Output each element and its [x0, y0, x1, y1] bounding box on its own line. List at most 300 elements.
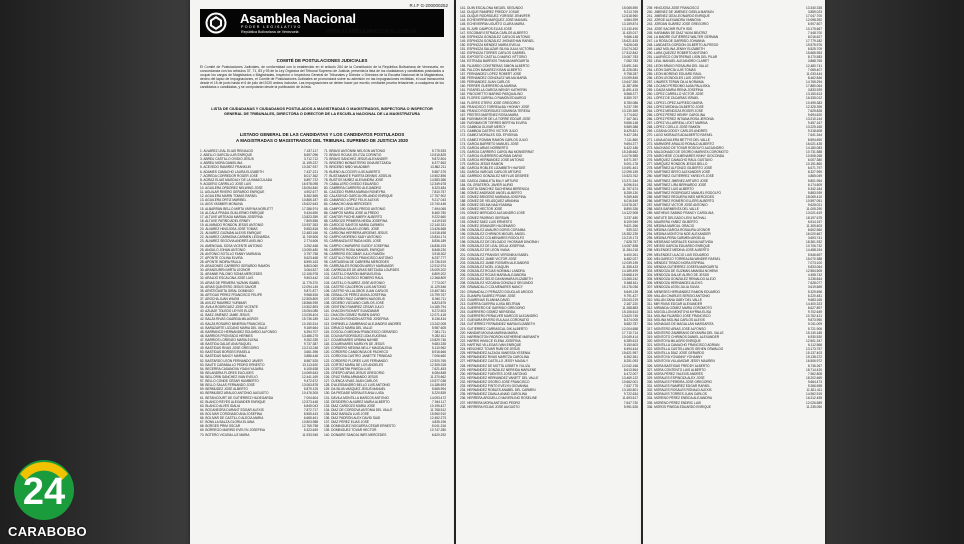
candidate-name: 266. LÓPEZ PÉREZ INTIANA ROSA JERONIA	[647, 116, 714, 121]
candidate-name: 127. CUENCA VIVAS JUAN CARLOS	[324, 379, 378, 384]
website-url: WWW.ASAMBLEANACIONAL.GOB.VE	[326, 29, 417, 35]
candidate-name: 219. GUTIÉRREZ CARRASCAL DIK ALBERTO	[460, 326, 528, 331]
candidate-name: 149. ESPINOZA GONZÁLEZ JHONATHAN RAFAEL	[460, 38, 535, 43]
candidate-name: 242. JORGE ALEXANDRA YANNÓVA	[647, 18, 701, 23]
candidate-name: 333. MORALES TORRES JUAN CARLOS	[647, 392, 707, 397]
candidate-name: 270. LUGO MORALES ADALBERTO RAFAEL	[647, 133, 713, 138]
candidate-name: 100. CARRIZALES DE ARIAS BETZAIDA LOURDES	[324, 268, 400, 273]
candidate-name: 59. BERMÚDEZ JOSÉ ALBERTO	[200, 387, 248, 392]
candidate-id: 7.167.361	[623, 116, 638, 121]
candidate-name: 221. HARRINGTON PADRÓN KATHERINE MARIANTH	[460, 334, 540, 339]
candidate-name: 245. KARAMÁN DE DÍAZ YAXIA BEATRIZ	[647, 30, 708, 35]
candidate-name: 235. HERNÁNDEZ ZAVALA ANAID CAROLINA	[460, 392, 528, 397]
candidate-name: 254. LEÓN GARCÍA LUIS TOMÁS	[647, 67, 696, 72]
candidate-id: 10.662.001	[622, 379, 638, 384]
candidate-id: 5.220.839	[431, 391, 446, 396]
candidate-name: 46. BARRIOS FRONTADO HERMES	[200, 333, 253, 338]
candidate-id: 7.628.757	[623, 240, 638, 245]
candidate-id: 10.476.305	[302, 391, 318, 396]
candidate-id: 6.809.202	[431, 272, 446, 277]
candidate-id: 18.714.420	[806, 367, 822, 372]
candidate-id: 12.305.318	[430, 362, 446, 367]
candidate-id: 6.352.361	[623, 355, 638, 360]
candidate-id: 8.350.767	[623, 96, 638, 101]
candidate-name: 134. DÍAZ DE CORDOVA ANTONIA DEL VALLE	[324, 407, 393, 412]
candidate-name: 36. ARTIGAS PÉREZ FRANCISCO FELIPE	[200, 292, 263, 297]
candidate-name: 274. MALDONADO DE OSORIO MARINTA COROMOTO	[647, 149, 729, 154]
candidate-id: 4.835.196	[431, 420, 446, 425]
candidate-name: 249. LANZ MOLINA JENNY ELIZABETH	[647, 47, 705, 52]
candidate-list-column-1	[200, 149, 318, 437]
candidate-id: 10.829.746	[430, 338, 446, 343]
candidate-name: 99. CARRIZALES RONDÓN ARELY MARIAMOR	[324, 264, 394, 269]
candidate-name: 87. CANTOR PUCHE AMERY ALBERTO	[324, 214, 383, 219]
candidate-id: 6.422.186	[623, 145, 638, 150]
candidate-id: 13.150.613	[806, 92, 822, 97]
candidate-id: 9.434.690	[303, 210, 318, 215]
candidate-id: 12.106.978	[302, 272, 318, 277]
candidate-id: 5.272.503	[431, 309, 446, 314]
candidate-id: 9.621.266	[623, 223, 638, 228]
committee-title: COMITÉ DE POSTULACIONES JUDICIALES	[276, 58, 368, 63]
candidate-id: 11.749.506	[302, 235, 318, 240]
newspaper-page-left	[190, 0, 454, 544]
candidate-id: 6.971.397	[623, 158, 638, 163]
candidate-name: 58. BELLO SALAS FERNANDO JOSÉ	[200, 383, 255, 388]
candidate-name: 109. CENTENO RAMÍREZ CÉSAR JULIO	[324, 305, 384, 310]
candidate-name: 73. BRAVO SÁNCHEZ JESÚS ALEXANDER	[324, 157, 388, 162]
candidate-id: 13.035.404	[302, 313, 318, 318]
candidate-name: 263. LÓPEZ MEDINA GILBERTO JOSÉ	[647, 104, 704, 109]
candidate-name: 106. CEBALLOS PÉREZ ANIXA JOSEFINA	[324, 292, 387, 297]
candidate-id: 10.731.588	[806, 149, 822, 154]
candidate-id: 5.987.605	[431, 325, 446, 330]
candidate-id: 9.702.649	[807, 310, 822, 315]
candidate-id: 11.691.415	[622, 88, 638, 93]
candidate-name: 54. BECERRA CASANOVA YOANI YAJAIRA	[200, 366, 264, 371]
candidate-name: 47. BARRIOS LORENZO MARIA ELENA	[200, 338, 259, 343]
candidate-name: 101. CASTILLO BARÓN MARIA ELENA	[324, 272, 381, 277]
candidate-id: 11.767.674	[622, 186, 638, 191]
candidate-id: 16.312.455	[806, 396, 822, 401]
candidate-name: 241. JIMÉNEZ IZEA LEONARDO ENRIQUE	[647, 14, 710, 19]
candidate-name: 126. CRUZ FARÍA ARMANDO JESÚS	[324, 375, 379, 380]
candidate-name: 115. COGOLLO MEDINA FRANCESCO GERARDO	[324, 329, 398, 334]
candidate-id: 13.242.008	[430, 321, 446, 326]
candidate-id: 11.693.617	[622, 396, 638, 401]
candidate-id: 7.082.783	[623, 59, 638, 64]
candidate-id: 6.823.875	[431, 301, 446, 306]
candidate-id: 15.065.590	[622, 6, 638, 10]
candidate-id: 9.222.660	[431, 214, 446, 219]
candidate-id: 6.930.530	[807, 334, 822, 339]
candidate-id: 2.187.220	[623, 301, 638, 306]
candidate-name: 291. MAURERA YAÑEZ GILBERTO	[647, 219, 698, 224]
candidate-name: 298. MELÉNDEZ MEDINA JOSÉ ALBERTO	[647, 248, 710, 253]
candidate-name: 82. CALATAYUD GARCIA ORLANDO ENRIQUE	[324, 194, 393, 199]
candidate-name: 234. HERNÁNDEZ ROBLES ANABEL DEL CARMEN	[460, 388, 536, 393]
candidate-name: 14. AIGS YASMIER MONUNA	[200, 202, 243, 207]
candidate-name: 67. BONILLA BALZA GLORIA ELIANA	[200, 420, 255, 425]
candidate-id: 6.482.027	[623, 256, 638, 261]
candidate-id: 8.327.990	[807, 170, 822, 175]
candidate-id: 10.502.896	[430, 173, 446, 178]
candidate-id: 18.566.939	[302, 301, 318, 306]
candidate-id: 13.074.262	[622, 47, 638, 52]
candidate-id: 11.288.883	[622, 305, 638, 310]
candidate-id: 6.289.613	[623, 338, 638, 343]
candidate-name: 104. CASTRO CALDERÓN LUIS ANTONIO	[324, 284, 387, 289]
candidate-name: 334. MORENO PÉREZ ENEIDA ALEJANDRA	[647, 396, 713, 401]
candidate-name: 269. LOZANA GODOY CARLOS ANDRÉS	[647, 129, 708, 134]
candidate-id: 6.007.380	[807, 158, 822, 163]
candidate-name: 23. ÁLVAREZ SEGOVIA ANDRÉS AVELINO	[200, 239, 263, 244]
candidate-name: 332. MORALES ROSALES RONALD ALEXIS	[647, 388, 712, 393]
candidate-name: 3. ABREU CASTILLO OVIDIO JESÚS	[200, 157, 254, 162]
candidate-name: 182. GARRIDO GONZÁLEZ MEYLUS DESIRÉE	[460, 174, 529, 179]
candidate-name: 275. MARCHESE COLMENARES KINNY GIOCONDA	[647, 153, 725, 158]
candidate-id: 3.252.468	[303, 243, 318, 248]
candidate-id: 14.400.323	[806, 301, 822, 306]
candidate-id: 11.775.370	[302, 280, 318, 285]
candidate-id: 6.897.722	[303, 177, 318, 182]
candidate-name: 12. AGUILERA MARÍN TOMÁS RAFAEL	[200, 194, 258, 199]
candidate-name: 278. MARTÍNEZ ALFONZO GILBERTO JOSÉ	[647, 166, 713, 171]
candidate-id: 15.138.372	[806, 355, 822, 360]
candidate-id: 8.429.821	[623, 129, 638, 134]
candidate-name: 164. FLORES OTERO JOSÉ GREGORIO	[460, 100, 520, 105]
candidate-id: 12.140.331	[430, 222, 446, 227]
candidate-id: 18.069.410	[806, 195, 822, 200]
candidate-name: 74. BRICEÑO MONASTERIO DINA BETZAIDA	[324, 161, 391, 166]
candidate-name: 230. HERNÁNDEZ FUENTES JOSÉ ANTONIO	[460, 371, 528, 376]
candidate-id: 12.071.418	[430, 313, 446, 318]
candidate-name: 200. GONZÁLEZ DE LEÓN VIANA	[460, 248, 510, 253]
candidate-id: 12.098.392	[806, 18, 822, 23]
candidate-id: 7.809.556	[303, 218, 318, 223]
candidate-name: 251. LAURISCO CONTRERAS LISÍN DEL PILAR	[647, 55, 718, 60]
candidate-name: 53. BAUTE CARABALLO PEDRO ERNESTO	[200, 362, 265, 367]
candidate-id: 11.005.290	[806, 207, 822, 212]
candidate-id: 10.803.988	[302, 420, 318, 425]
candidate-name: 243. JORDÁN SUÁREZ JOSÉ GREGORIO	[647, 22, 709, 27]
candidate-name: 198. GONZÁLEZ DE DELGADO YHOSMAR DINORAH	[460, 240, 539, 245]
candidate-id: 13.173.757	[806, 347, 822, 352]
candidate-id: 13.620.745	[622, 314, 638, 319]
candidate-name: 329. MORALES ESPINOZA ALEX JOSÉ	[647, 375, 705, 380]
candidate-id: 6.084.848	[431, 370, 446, 375]
candidate-name: 292. MEDINA MAROUL ORACIO	[647, 223, 695, 228]
candidate-name: 142. DUQUE RAMÍREZ FREDDY JOSUÉ	[460, 10, 520, 15]
candidate-name: 273. MACHADO DE TOVAR RODOLFO ALEJANDRO	[647, 145, 724, 150]
candidate-name: 286. MARTÍNEZ ROMERO ELLERS ALBERTO	[647, 199, 715, 204]
candidate-id: 4.902.677	[303, 190, 318, 195]
candidate-id: 16.506.972	[806, 359, 822, 364]
candidate-id: 15.176.036	[622, 285, 638, 290]
candidate-name: 233. HERNÁNDEZ PINTO EVELYN GIOVANNA	[460, 384, 529, 389]
candidate-name: 315. MOLINA MOLINA CARLOS ALEXIS	[647, 318, 705, 323]
candidate-name: 319. MONTOTO CHIRINOS DANIEL ALEXANDER	[647, 334, 720, 339]
candidate-id: 6.907.507	[807, 22, 822, 27]
candidate-id: 15.130.185	[806, 330, 822, 335]
candidate-name: 236. HERRERA ARGUELLO MAYERLING ROSELINE	[460, 396, 537, 401]
candidate-id: 10.457.561	[430, 288, 446, 293]
candidate-name: 89. CAROCIO SANTOS MARÍA CARMEN	[324, 222, 384, 227]
candidate-name: 297. MEISSI GARCÍA EDUARDO ENRIQUE	[647, 244, 711, 249]
candidate-id: 2.774.606	[303, 239, 318, 244]
candidate-id: 10.150.514	[302, 321, 318, 326]
candidate-name: 39. ÁVILA RODRÍGUEZ JOSÉ VICENTE	[200, 305, 259, 310]
candidate-id: 4.865.049	[807, 174, 822, 179]
candidate-name: 143. DUQUE RODRÍGUEZ YORSISE JENNIFER	[460, 14, 531, 19]
candidate-id: 15.960.910	[430, 412, 446, 416]
candidate-name: 121. CORDOVA CASTRO JANETTE TRINIDAD	[324, 354, 392, 359]
candidate-id: 13.063.878	[302, 383, 318, 388]
candidate-name: 310. MILLÁN ZANA GABY DEL VALLE	[647, 297, 703, 302]
candidate-name: 202. GONZÁLEZ JAIME VÍCTOR JOSÉ	[460, 256, 517, 261]
candidate-id: 10.049.414	[622, 334, 638, 339]
candidate-name: 305. MENDOZA GONZÁLEZ REINALDO ALEJO	[647, 277, 716, 282]
candidate-name: 208. GONZÁLEZ VIZCAÍNA GONZALO SEGUNDO	[460, 281, 534, 286]
candidate-name: 77. BUSTAMANTE PUERTA DENNIS JOSELIN	[324, 173, 392, 178]
candidate-name: 175. GARCÍA ARIAS NORBERTO	[460, 145, 509, 150]
candidate-name: 166. FRANCO RODRÍGUEZ DOMINGA TERESA	[460, 108, 531, 113]
candidate-name: 218. GUTIÉRREZ FERNÁNDEZ MARÍA ELIZABETH	[460, 322, 535, 327]
candidate-name: 277. MÁRQUEZ RONDÓN JESÚS BELLO	[647, 162, 708, 167]
candidate-name: 288. MATA SARMIENTA DEL VALLE	[647, 207, 699, 212]
candidate-name: 293. MEDINA GARCÍA ROSAURA LEONOR	[647, 227, 711, 232]
candidate-name: 131. DÁVILA MONTILLA MARCOS ANTONIO	[324, 395, 389, 400]
candidate-name: 152. ESPINOZA TORRES CARLOS GABRIEL	[460, 51, 526, 56]
candidate-name: 312. MIRANDA GÓMEZ MARÍA COROMOTO	[647, 305, 712, 310]
candidate-name: 264. LÓPEZ MENDOZA ROGER JOSÉ	[647, 108, 703, 113]
candidate-id: 14.962.919	[806, 392, 822, 397]
candidate-id: 7.081.711	[432, 329, 446, 334]
candidate-id: 7.810.757	[431, 190, 446, 195]
candidate-id: 7.872.717	[303, 407, 318, 412]
candidate-name: 122. CORDERO FLORES LUIS FERNANDO	[324, 358, 388, 363]
candidate-name: 4. ABREU MORA DANIELINA	[200, 161, 243, 166]
candidate-id: 8.627.897	[807, 305, 822, 310]
candidate-name: 2. ABELLO GARCÍA LUIS ENRIQUE	[200, 153, 253, 158]
candidate-id: 3.236.844	[807, 277, 822, 282]
candidate-id: 5.775.933	[431, 149, 446, 153]
candidate-id: 9.503.442	[303, 276, 318, 281]
candidate-id: 9.683.335	[431, 342, 446, 347]
candidate-id: 17.710.714	[622, 330, 638, 335]
candidate-id: 6.620.292	[431, 432, 446, 437]
candidate-name: 212. GUARENAS ELANNIA DAVID	[460, 297, 510, 302]
candidate-id: 6.472.007	[623, 371, 638, 376]
candidate-id: 7.065.407	[807, 67, 822, 72]
candidate-name: 119. CORDERO MEDINA NELLY MAGDALENA	[324, 346, 392, 351]
candidate-id: 10.799.767	[430, 292, 446, 297]
candidate-id: 13.160.801	[622, 388, 638, 393]
candidate-id: 12.026.589	[806, 400, 822, 405]
candidate-name: 144. ECHEVERRÍA MARQUEZ JOSÉ MANUEL	[460, 18, 528, 23]
candidate-name: 213. GUERRA GUERRA LUISA BELTRAN	[460, 301, 521, 306]
candidate-id: 9.472.672	[303, 379, 318, 384]
candidate-name: 206. GONZÁLEZ ROJAS MARÍA ALEJANDRA	[460, 273, 527, 278]
candidate-id: 6.514.157	[807, 219, 822, 224]
candidate-name: 66. BOLÍVAR DE CASTILLO ALECIA MARIA	[200, 416, 264, 421]
candidate-id: 9.664.473	[807, 379, 822, 384]
candidate-id: 14.180.083	[806, 145, 822, 150]
candidate-id: 9.237.789	[623, 104, 638, 109]
candidate-name: 165. FRANCISCO TORREALBA YHONNY JOSÉ	[460, 104, 530, 109]
candidate-name: 244. JOSÉ SACHIR RUTH ISIS	[647, 26, 692, 31]
candidate-id: 16.978.098	[302, 181, 318, 186]
candidate-id: 17.286.974	[302, 206, 318, 211]
candidate-name: 129. DA SILVA VASQUEZ JESÚS MANUEL	[324, 387, 386, 392]
candidate-name: 313. MOGOLLON MONTOYA MYRNA ELISA	[647, 310, 712, 315]
candidate-id: 6.377.563	[431, 161, 446, 166]
candidate-name: 321. MONTILLA CAMACHO FRANCISCO ADRIAN	[647, 342, 720, 347]
candidate-id: 939.322	[626, 227, 638, 232]
candidate-id: 14.093.472	[430, 395, 446, 400]
candidate-id: 3.693.741	[807, 236, 822, 241]
candidate-id: 5.001.178	[623, 162, 638, 167]
candidate-id: 13.159.874	[622, 22, 638, 27]
candidate-id: 12.554.505	[806, 269, 822, 273]
candidate-id: 12.501.347	[806, 338, 822, 343]
newspaper-page-middle	[456, 0, 641, 544]
candidate-id: 12.441.169	[302, 375, 318, 380]
candidate-name: 19. ALVARADO RONDÓN JESÚS ANTONIO	[200, 222, 264, 227]
candidate-id: 15.736.519	[430, 259, 446, 264]
candidate-id: 6.112.566	[808, 342, 822, 347]
candidate-id: 8.362.565	[303, 194, 318, 199]
candidate-name: 147. ESCOBAR ESTRADA CARLOS ALBERTO	[460, 30, 528, 35]
candidate-list-column-2	[324, 149, 446, 437]
candidate-id: 8.016.627	[807, 34, 822, 39]
candidate-id: 5.649.139	[623, 289, 638, 294]
candidate-name: 60. BERMÚDEZ ARAUJO ANTONIO AUGUSTO	[200, 391, 269, 396]
candidate-id: 9.269.465	[623, 195, 638, 200]
candidate-id: 13.340.335	[806, 6, 822, 10]
candidate-id: 9.628.021	[807, 203, 822, 208]
candidate-id: 12.765.758	[302, 424, 318, 429]
candidate-name: 162. FINOCHETTO MARINO PASQUALINO	[460, 92, 523, 97]
candidate-name: 314. MOLINA FAJARDO JOSÉ FRANCISCO	[647, 314, 711, 319]
candidate-name: 90. CARMONA SALAS LEONEL JOSÉ	[324, 227, 380, 232]
candidate-id: 6.525.709	[807, 47, 822, 52]
candidate-id: 4.584.399	[623, 18, 638, 23]
national-seal-icon	[203, 11, 229, 35]
institution-name: Asamblea Nacional	[240, 11, 356, 26]
candidate-name: 204. GONZÁLEZ NOEL JOAQUÍN	[460, 264, 509, 269]
candidate-name: 56. BELLORÍN SÁNCHEZ IVAN EVELIO	[200, 375, 258, 380]
candidate-id: 10.577.038	[430, 379, 446, 384]
candidate-name: 41. BAEZ JIMÉNEZ JAIME JESÚS	[200, 313, 250, 318]
candidate-id: 6.665.461	[303, 416, 318, 421]
candidate-name: 265. LÓPEZ PÉREZ HENRY CAROLINA	[647, 112, 706, 117]
candidate-id: 10.834.174	[430, 235, 446, 240]
candidate-id: 14.069.643	[302, 370, 318, 375]
candidate-id: 12.912.974	[430, 264, 446, 269]
candidate-id: 5.342.184	[807, 186, 822, 191]
candidate-id: 7.494.065	[431, 206, 446, 211]
candidate-id: 15.009.202	[430, 268, 446, 273]
candidate-name: 187. GÓMEZ BRICEÑO MARIANA JOSEFINA	[460, 195, 526, 200]
candidate-id: 14.189.499	[622, 269, 638, 273]
candidate-id: 9.694.377	[623, 141, 638, 146]
candidate-name: 158. FERNÁNDEZ GONZÁLEZ WILMA MARÍA	[460, 75, 527, 80]
candidate-name: 318. MONTERO ZAMBRANO DEYANIRA DEL VALLE	[647, 330, 724, 335]
candidate-name: 139. DOMÍNGUEZ TOVAR HÉCTOR	[324, 428, 377, 433]
candidate-name: 163. FLORES CARRILLO RAMÓN EDUARDO	[460, 96, 527, 101]
candidate-name: 300. MELGAREJO TORREALBA WINDER RAFAEL	[647, 256, 721, 261]
candidate-name: 180. GARCÍA ROBLES LIZAMBETH HAYDEÉ	[460, 166, 526, 171]
candidate-name: 45. BARRANCO HERNÁNDEZ EDUARDO ALFONSO	[200, 329, 277, 334]
candidate-id: 11.129.546	[430, 284, 446, 289]
candidate-name: 29. ARAGONÉS CARRERO GERARDO RAMÓN	[200, 264, 270, 269]
candidate-name: 112. CHACÓN RONDÓN ASTRID JOSEFINA	[324, 317, 389, 322]
candidate-name: 68. BORGES PRIM OSCAR	[200, 424, 241, 429]
candidate-name: 154. ESTRADA BARRIOS THANIA MARGARITA	[460, 59, 530, 64]
candidate-id: 13.426.568	[430, 227, 446, 232]
candidate-id: 12.095.159	[622, 170, 638, 175]
candidate-name: 31. ARANNE PALOMO SONIA MERCEDES	[200, 272, 263, 277]
candidate-id: 5.879.125	[303, 387, 318, 392]
candidate-id: 8.890.336	[623, 207, 638, 212]
candidate-id: 10.067.783	[622, 55, 638, 60]
candidate-id: 5.568.377	[623, 92, 638, 97]
candidate-id: 11.387.696	[622, 84, 638, 89]
candidate-name: 132. DESIDERIO ALVAREZ MARIA ALBERTO	[324, 399, 390, 404]
candidate-name: 130. DA PIEDADE MORALES ANA LUISA	[324, 391, 384, 396]
candidate-id: 9.427.284	[623, 133, 638, 138]
candidate-id: 13.486.275	[302, 333, 318, 338]
candidate-name: 93. CARRANZA ESTRADA NOEL JOSÉ	[324, 239, 382, 244]
candidate-name: 229. HERNÁNDEZ GONZÁLEZ NEREIDA MARLENE	[460, 367, 537, 372]
candidate-name: 216. GUERRERO PEÑALVER MARCOS ALEJANDRO	[460, 314, 538, 319]
candidate-name: 168. FUENMAYOR DE LA TORRE EDGAR JOSÉ	[460, 116, 531, 121]
candidate-id: 12.480.741	[806, 63, 822, 68]
candidate-id: 16.335.012	[806, 96, 822, 101]
candidate-name: 179. GARCÍA JESÚS RAMÓN	[460, 162, 504, 167]
candidate-id: 17.512.842	[622, 51, 638, 56]
candidate-name: 140. DONAIRE SANOJA INÉS MERCEDES	[324, 432, 387, 437]
candidate-id: 9.656.148	[623, 121, 638, 126]
candidate-id: 13.823.359	[302, 214, 318, 219]
candidate-id: 6.845.043	[303, 403, 318, 408]
candidate-name: 190. GÓMEZ HÉCTOR JOSÉ	[460, 207, 503, 212]
candidate-id: 11.226.081	[622, 67, 638, 72]
candidate-id: 15.736.189	[302, 317, 318, 322]
candidate-id: 9.262.339	[303, 338, 318, 343]
candidate-id: 12.349.678	[430, 181, 446, 186]
candidate-name: 116. COLINA RODRÍGUEZ LIDIA EUGENIA	[324, 333, 387, 338]
candidate-id: 10.740.446	[430, 202, 446, 207]
candidate-name: 194. GÓMEZ JEMANZIR HILDEMARO	[460, 223, 516, 228]
candidate-name: 279. MARTÍNEZ BRITO ALEXANDER JOSÉ	[647, 170, 711, 175]
candidate-id: 10.647.350	[622, 79, 638, 84]
candidate-name: 24. AMENGUAL SOSA VICENTE ANTONIO	[200, 243, 263, 248]
candidate-name: 176. GARCÍA CARRERO CAROLINA MONSERRAT	[460, 149, 534, 154]
candidate-id: 13.265.242	[622, 277, 638, 282]
candidate-name: 331. MORALES RAMÍREZ EDGAR RAFAEL	[647, 384, 711, 389]
candidate-id: 8.682.787	[623, 322, 638, 327]
candidate-id: 13.130.490	[622, 26, 638, 31]
candidate-id: 15.106.614	[622, 310, 638, 315]
candidate-name: 271. LUNA AGUILERA BETTYS DEL VALLE	[647, 137, 710, 142]
candidate-id: 6.494.444	[623, 347, 638, 352]
candidate-id: 3.661.396	[303, 350, 318, 355]
candidate-id: 12.004.658	[622, 326, 638, 331]
candidate-name: 138. DOMINGUEZ NOGUERA CÉSAR ERNESTO	[324, 424, 396, 429]
candidate-id: 5.041.316	[431, 424, 446, 429]
